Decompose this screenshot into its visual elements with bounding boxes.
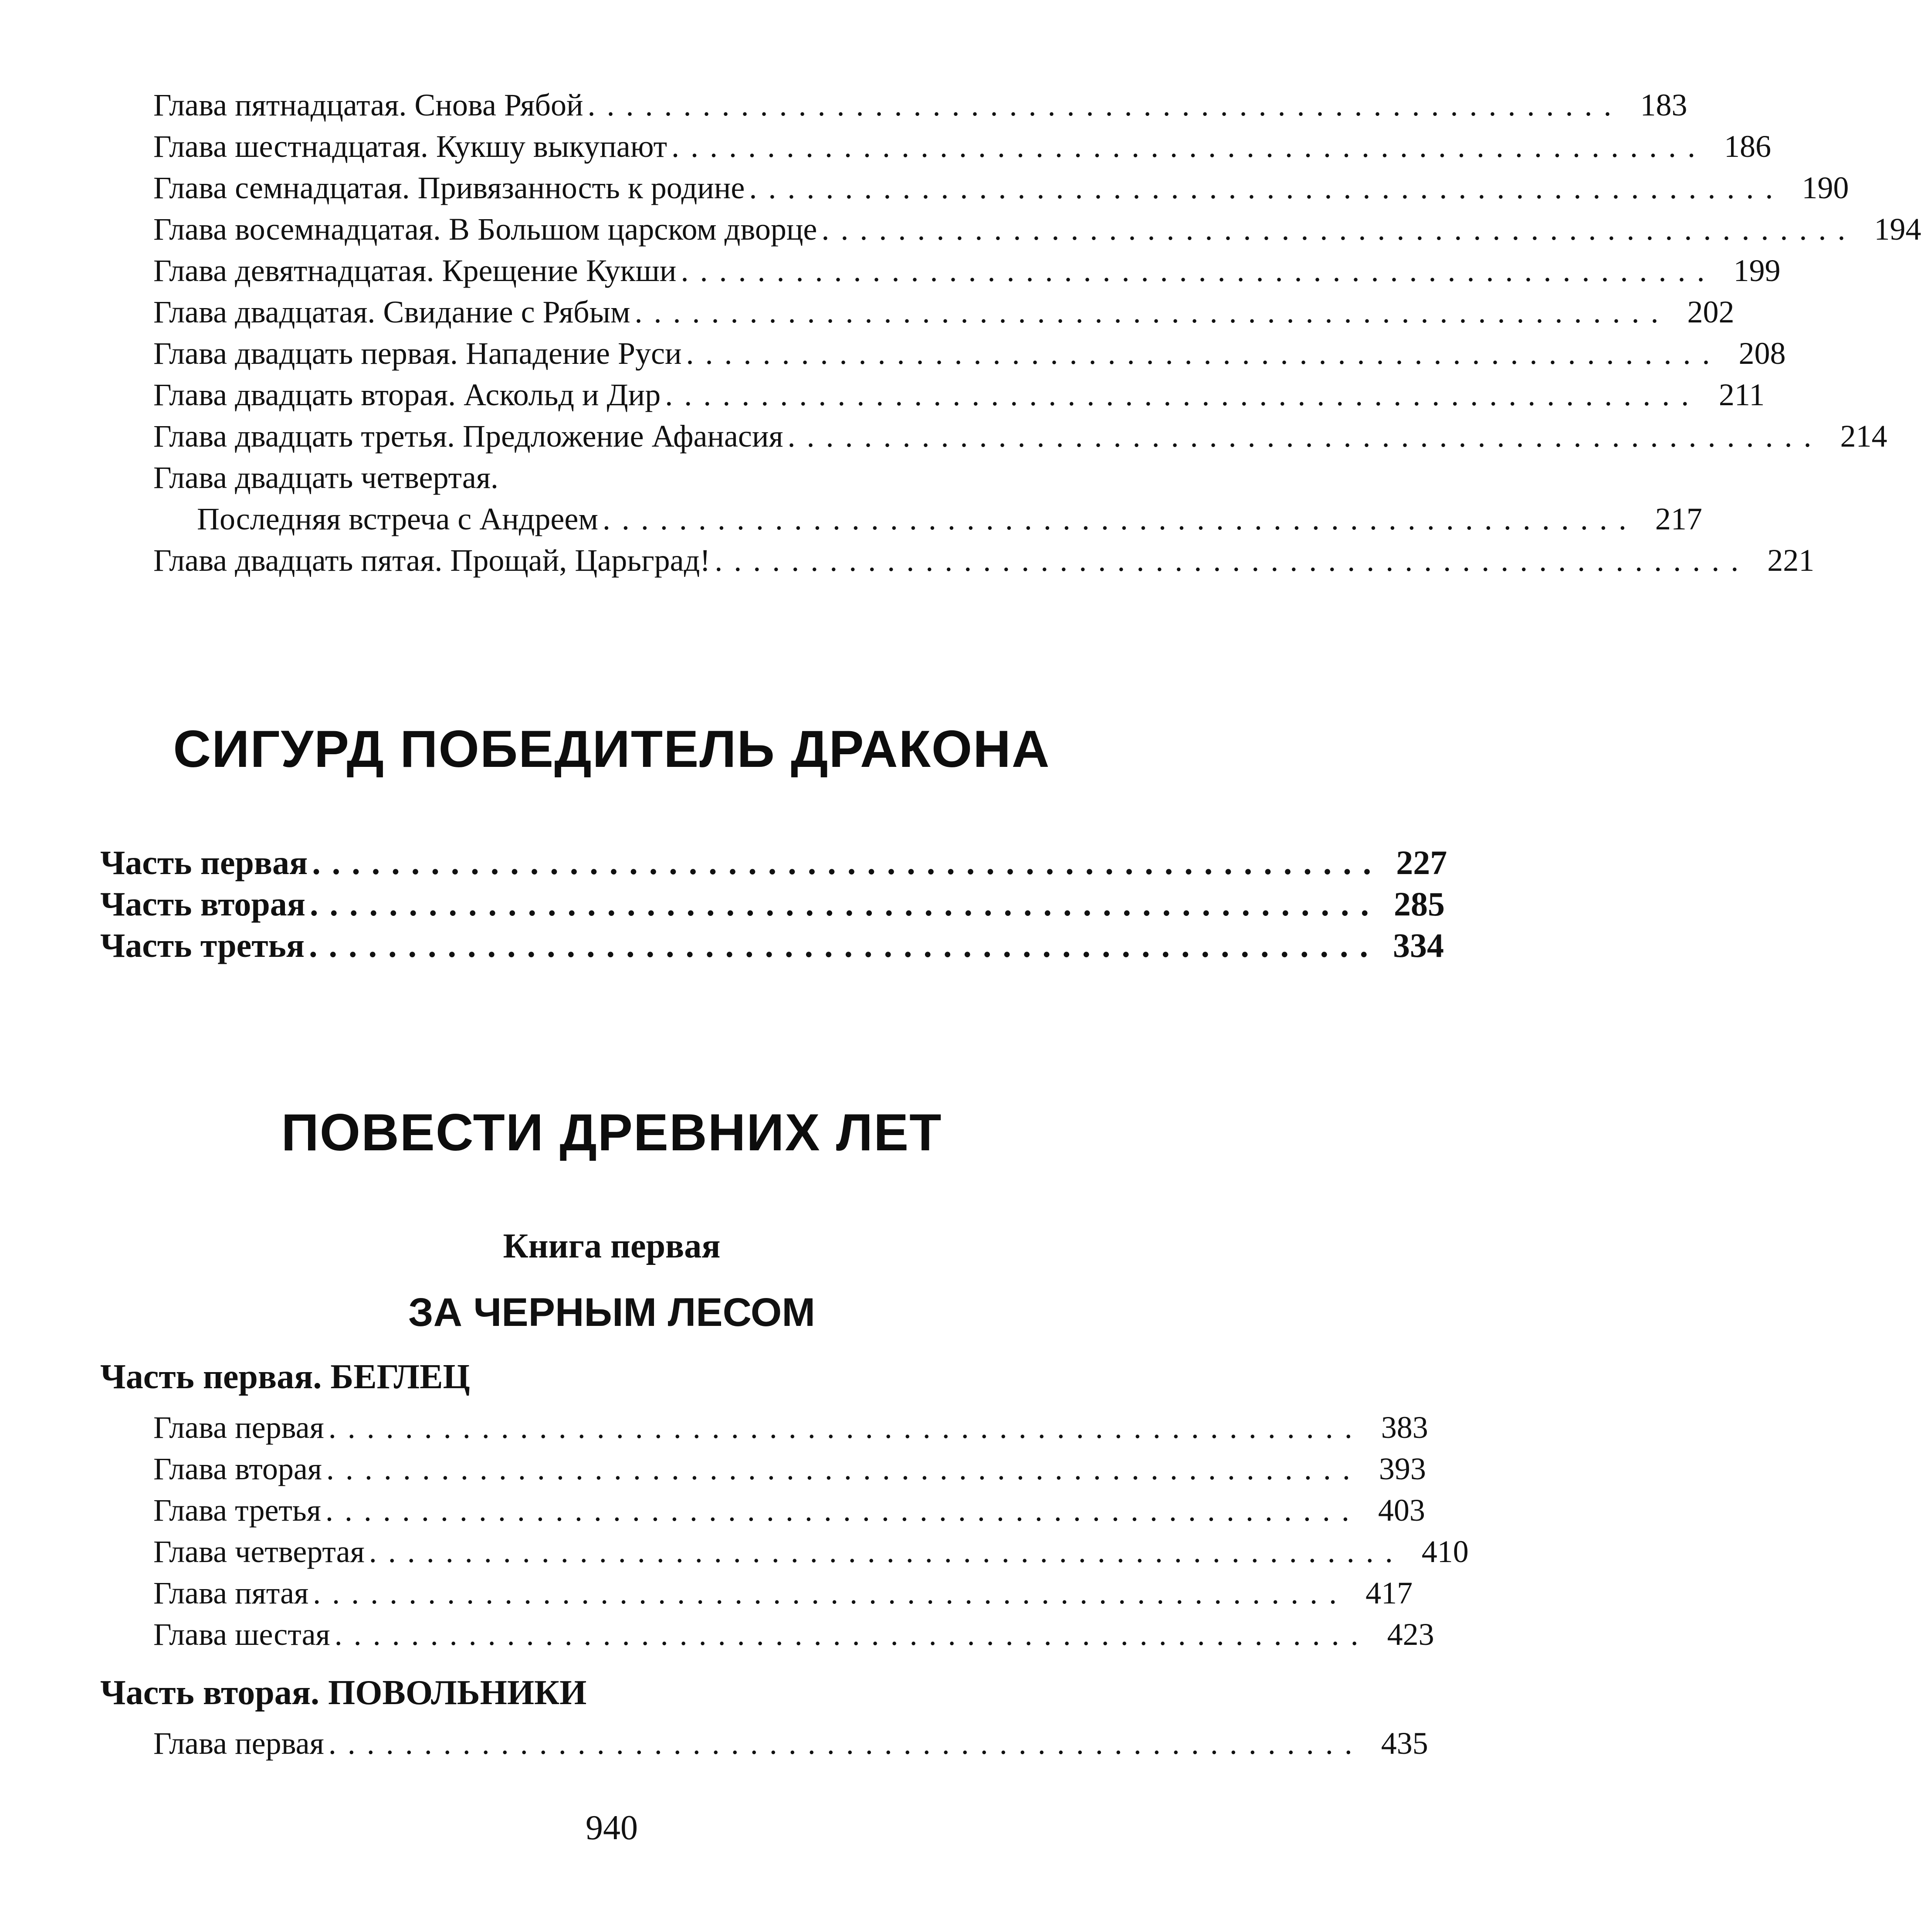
toc-entry-page: 186 — [1724, 129, 1772, 164]
toc-entry-page: 217 — [1655, 502, 1702, 536]
leader-dots: ...................................................... — [308, 926, 1379, 964]
toc-entry-page: 194 — [1874, 212, 1921, 247]
leader-dots: ...................................................... — [634, 295, 1670, 329]
toc-entry-label: Глава первая — [153, 1410, 324, 1445]
toc-part-entry[interactable] — [100, 926, 1444, 965]
leader-dots: ...................................................... — [369, 1534, 1404, 1569]
toc-entry[interactable] — [153, 418, 1887, 454]
leader-dots: ...................................................... — [328, 1726, 1364, 1761]
toc-entry-label: Глава двадцать вторая. Аскольд и Дир — [153, 377, 661, 412]
toc-entry-label: Глава шестая — [153, 1617, 330, 1652]
toc-entry[interactable] — [153, 1725, 1428, 1762]
toc-entry-label: Глава двадцать пятая. Прощай, Царьград! — [153, 543, 711, 578]
leader-dots: ...................................................... — [313, 1576, 1348, 1610]
leader-dots: ...................................................... — [665, 377, 1701, 412]
toc-entry-label-first-line[interactable]: Глава двадцать четвертая. — [153, 460, 498, 495]
toc-entry-page: 393 — [1379, 1451, 1426, 1486]
toc-entry-page: 211 — [1718, 377, 1765, 412]
leader-dots: ...................................................... — [821, 212, 1857, 247]
leader-dots: ...................................................... — [749, 170, 1785, 205]
toc-entry-label: Глава двадцать третья. Предложение Афанасия — [153, 419, 783, 454]
toc-entry[interactable] — [153, 336, 1786, 372]
toc-entry-label: Глава первая — [153, 1726, 324, 1761]
toc-entry[interactable] — [153, 170, 1849, 206]
toc-entry-label: Глава двадцатая. Свидание с Рябым — [153, 295, 630, 329]
toc-entry-page: 183 — [1640, 88, 1687, 122]
page-number: 940 — [586, 1809, 638, 1847]
toc-part-page: 285 — [1393, 885, 1445, 923]
toc-entry-page: 199 — [1733, 253, 1781, 288]
toc-entry-page: 190 — [1802, 170, 1849, 205]
leader-dots: ...................................................... — [587, 88, 1623, 122]
toc-entry[interactable] — [153, 253, 1781, 289]
toc-entry[interactable] — [153, 129, 1772, 165]
section-title: ПОВЕСТИ ДРЕВНИХ ЛЕТ — [281, 1103, 942, 1162]
leader-dots: ...................................................... — [686, 336, 1721, 371]
toc-entry-label: Глава двадцать первая. Нападение Руси — [153, 336, 682, 371]
leader-dots: ...................................................... — [326, 1451, 1362, 1486]
toc-entry[interactable] — [153, 294, 1735, 330]
toc-entry[interactable] — [153, 1492, 1425, 1529]
toc-entry-label: Глава вторая — [153, 1451, 322, 1486]
toc-entry-label: Глава семнадцатая. Привязанность к родине — [153, 170, 745, 205]
toc-entry-page: 202 — [1687, 295, 1735, 329]
leader-dots: ...................................................... — [325, 1493, 1361, 1528]
toc-part-label: Часть третья — [100, 926, 305, 964]
toc-entry[interactable] — [153, 1451, 1426, 1487]
toc-part-page: 227 — [1396, 844, 1447, 881]
toc-entry-page: 403 — [1378, 1493, 1425, 1528]
toc-entry[interactable] — [153, 1534, 1469, 1570]
toc-entry-label: Глава шестнадцатая. Кукшу выкупают — [153, 129, 667, 164]
leader-dots: ...................................................... — [787, 419, 1823, 454]
toc-entry-label: Глава восемнадцатая. В Большом царском дворце — [153, 212, 817, 247]
toc-entry[interactable] — [153, 87, 1687, 123]
book-title: ЗА ЧЕРНЫМ ЛЕСОМ — [408, 1290, 815, 1335]
toc-entry[interactable] — [153, 377, 1765, 413]
leader-dots: ...................................................... — [671, 129, 1707, 164]
leader-dots: ...................................................... — [312, 844, 1383, 881]
leader-dots: ...................................................... — [715, 543, 1750, 578]
toc-entry[interactable] — [153, 211, 1921, 247]
toc-entry-page: 383 — [1381, 1410, 1428, 1445]
part-heading[interactable]: Часть вторая. ПОВОЛЬНИКИ — [100, 1674, 587, 1712]
toc-entry-page: 423 — [1387, 1617, 1434, 1652]
toc-entry-label: Глава девятнадцатая. Крещение Кукши — [153, 253, 677, 288]
toc-entry[interactable] — [153, 1575, 1413, 1611]
toc-part-label: Часть первая — [100, 844, 308, 881]
toc-entry-label: Глава четвертая — [153, 1534, 365, 1569]
toc-part-entry[interactable] — [100, 885, 1445, 924]
book-label: Книга первая — [503, 1227, 721, 1265]
toc-entry-label: Глава третья — [153, 1493, 321, 1528]
leader-dots: ...................................................... — [681, 253, 1716, 288]
toc-entry-page: 410 — [1421, 1534, 1469, 1569]
leader-dots: ...................................................... — [334, 1617, 1370, 1652]
part-heading[interactable]: Часть первая. БЕГЛЕЦ — [100, 1358, 470, 1396]
toc-entry-page: 208 — [1738, 336, 1786, 371]
toc-entry-page: 221 — [1767, 543, 1815, 578]
toc-part-entry[interactable] — [100, 843, 1447, 882]
toc-entry[interactable] — [153, 1410, 1428, 1446]
toc-part-page: 334 — [1392, 926, 1444, 964]
toc-entry-page: 435 — [1381, 1726, 1428, 1761]
toc-part-label: Часть вторая — [100, 885, 305, 923]
toc-entry-page: 214 — [1840, 419, 1887, 454]
leader-dots: ...................................................... — [309, 885, 1380, 923]
section-title: СИГУРД ПОБЕДИТЕЛЬ ДРАКОНА — [173, 720, 1050, 778]
toc-entry-label: Глава пятая — [153, 1576, 309, 1610]
toc-entry[interactable] — [153, 1617, 1434, 1653]
leader-dots: ...................................................... — [602, 502, 1638, 536]
toc-entry[interactable] — [197, 501, 1702, 537]
toc-entry[interactable] — [153, 542, 1815, 579]
toc-entry-page: 417 — [1365, 1576, 1413, 1610]
toc-entry-label: Последняя встреча с Андреем — [197, 502, 598, 536]
leader-dots: ...................................................... — [328, 1410, 1364, 1445]
toc-entry-label: Глава пятнадцатая. Снова Рябой — [153, 88, 583, 122]
